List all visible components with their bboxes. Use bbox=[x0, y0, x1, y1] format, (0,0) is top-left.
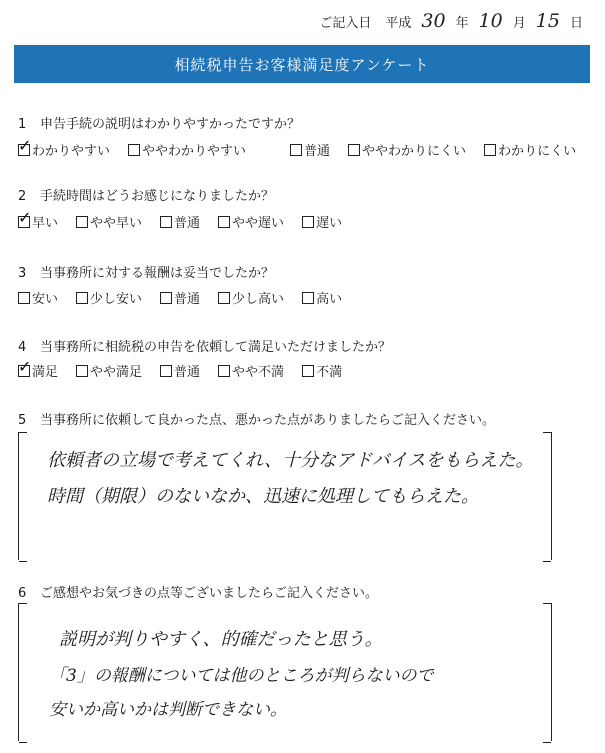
option-label: 普通 bbox=[174, 216, 201, 231]
question-5 bbox=[18, 409, 495, 428]
option-label: わかりやすい bbox=[32, 144, 111, 159]
q1-option-2[interactable] bbox=[128, 140, 246, 159]
question-6 bbox=[18, 582, 378, 601]
q1-options bbox=[18, 140, 576, 159]
q4-option-5[interactable] bbox=[302, 361, 342, 380]
checkbox[interactable] bbox=[348, 144, 360, 156]
option-label: 不満 bbox=[316, 365, 343, 380]
q6-answer-line-2: 「3」の報酬については他のところが判らないので bbox=[49, 666, 434, 686]
option-label: 高い bbox=[316, 292, 343, 307]
q4-option-1[interactable] bbox=[18, 361, 58, 380]
checkbox[interactable] bbox=[302, 365, 314, 377]
checkbox[interactable] bbox=[160, 365, 172, 377]
checkbox-checked[interactable] bbox=[18, 144, 30, 156]
question-text: 手続時間はどうお感じになりましたか？ bbox=[40, 189, 275, 204]
checkbox[interactable] bbox=[218, 365, 230, 377]
question-text: 当事務所に相続税の申告を依頼して満足いただけましたか？ bbox=[40, 340, 392, 355]
q5-answer-line-2: 時間（期限）のないなか、迅速に処理してもらえた。 bbox=[47, 486, 479, 507]
option-label: ややわかりやすい bbox=[142, 144, 247, 159]
year-unit: 年 bbox=[455, 16, 469, 31]
q3-options bbox=[18, 288, 360, 307]
option-label: やや早い bbox=[90, 216, 143, 231]
q6-answer-line-3: 安いか高いかは判断できない。 bbox=[49, 700, 287, 720]
option-label: 少し安い bbox=[90, 292, 143, 307]
option-label: 安い bbox=[32, 292, 59, 307]
checkbox[interactable] bbox=[160, 292, 172, 304]
question-text: 当事務所に依頼して良かった点、悪かった点がありましたらご記入ください。 bbox=[40, 413, 496, 428]
option-label: 少し高い bbox=[232, 292, 285, 307]
day-value: 15 bbox=[535, 10, 560, 32]
checkbox[interactable] bbox=[302, 292, 314, 304]
q5-answer-box[interactable] bbox=[18, 432, 552, 560]
date-field bbox=[319, 10, 583, 32]
question-number: 4 bbox=[18, 340, 27, 355]
question-text: 当事務所に対する報酬は妥当でしたか？ bbox=[40, 266, 275, 281]
q3-option-1[interactable] bbox=[18, 288, 58, 307]
q2-option-5[interactable] bbox=[302, 212, 342, 231]
q2-option-3[interactable] bbox=[160, 212, 200, 231]
month-value: 10 bbox=[478, 10, 503, 32]
question-1 bbox=[18, 113, 300, 132]
question-3 bbox=[18, 262, 274, 281]
month-unit: 月 bbox=[512, 16, 526, 31]
option-label: 普通 bbox=[174, 292, 201, 307]
era-label: 平成 bbox=[385, 16, 412, 31]
q4-option-2[interactable] bbox=[76, 361, 142, 380]
q4-options bbox=[18, 361, 360, 380]
option-label: やや不満 bbox=[232, 365, 285, 380]
option-label: 満足 bbox=[32, 365, 59, 380]
q2-option-2[interactable] bbox=[76, 212, 142, 231]
checkbox[interactable] bbox=[218, 216, 230, 228]
option-label: ややわかりにくい bbox=[362, 144, 467, 159]
option-label: やや遅い bbox=[232, 216, 285, 231]
checkbox[interactable] bbox=[76, 216, 88, 228]
survey-title: 相続税申告お客様満足度アンケート bbox=[174, 55, 430, 74]
q3-option-5[interactable] bbox=[302, 288, 342, 307]
checkbox[interactable] bbox=[160, 216, 172, 228]
checkbox[interactable] bbox=[128, 144, 140, 156]
q1-option-1[interactable] bbox=[18, 140, 110, 159]
q2-options bbox=[18, 212, 360, 231]
question-4 bbox=[18, 336, 391, 355]
q1-option-3[interactable] bbox=[290, 140, 330, 159]
question-number: 2 bbox=[18, 189, 27, 204]
question-2 bbox=[18, 185, 274, 204]
question-number: 5 bbox=[18, 413, 27, 428]
survey-title-bar bbox=[14, 45, 590, 83]
q2-option-1[interactable] bbox=[18, 212, 58, 231]
q6-answer-box[interactable] bbox=[18, 603, 552, 741]
checkbox[interactable] bbox=[290, 144, 302, 156]
option-label: 早い bbox=[32, 216, 59, 231]
checkbox[interactable] bbox=[302, 216, 314, 228]
option-label: やや満足 bbox=[90, 365, 143, 380]
option-label: 普通 bbox=[304, 144, 331, 159]
q2-option-4[interactable] bbox=[218, 212, 284, 231]
checkbox[interactable] bbox=[484, 144, 496, 156]
q3-option-2[interactable] bbox=[76, 288, 142, 307]
question-number: 6 bbox=[18, 586, 27, 601]
q4-option-3[interactable] bbox=[160, 361, 200, 380]
q4-option-4[interactable] bbox=[218, 361, 284, 380]
question-number: 1 bbox=[18, 117, 27, 132]
year-value: 30 bbox=[421, 10, 446, 32]
checkbox[interactable] bbox=[76, 292, 88, 304]
option-label: わかりにくい bbox=[498, 144, 577, 159]
question-text: 申告手続の説明はわかりやすかったですか？ bbox=[40, 117, 301, 132]
date-label: ご記入日 bbox=[319, 16, 372, 31]
q3-option-3[interactable] bbox=[160, 288, 200, 307]
checkbox[interactable] bbox=[76, 365, 88, 377]
checkbox-checked[interactable] bbox=[18, 216, 30, 228]
option-label: 普通 bbox=[174, 365, 201, 380]
day-unit: 日 bbox=[569, 16, 583, 31]
question-number: 3 bbox=[18, 266, 27, 281]
q1-option-5[interactable] bbox=[484, 140, 576, 159]
checkbox-checked[interactable] bbox=[18, 365, 30, 377]
q1-option-4[interactable] bbox=[348, 140, 466, 159]
option-label: 遅い bbox=[316, 216, 343, 231]
q6-answer-line-1: 説明が判りやすく、的確だったと思う。 bbox=[59, 629, 383, 650]
checkbox[interactable] bbox=[218, 292, 230, 304]
checkbox[interactable] bbox=[18, 292, 30, 304]
q3-option-4[interactable] bbox=[218, 288, 284, 307]
question-text: ご感想やお気づきの点等ございましたらご記入ください。 bbox=[40, 586, 379, 601]
q5-answer-line-1: 依頼者の立場で考えてくれ、十分なアドバイスをもらえた。 bbox=[47, 450, 534, 471]
